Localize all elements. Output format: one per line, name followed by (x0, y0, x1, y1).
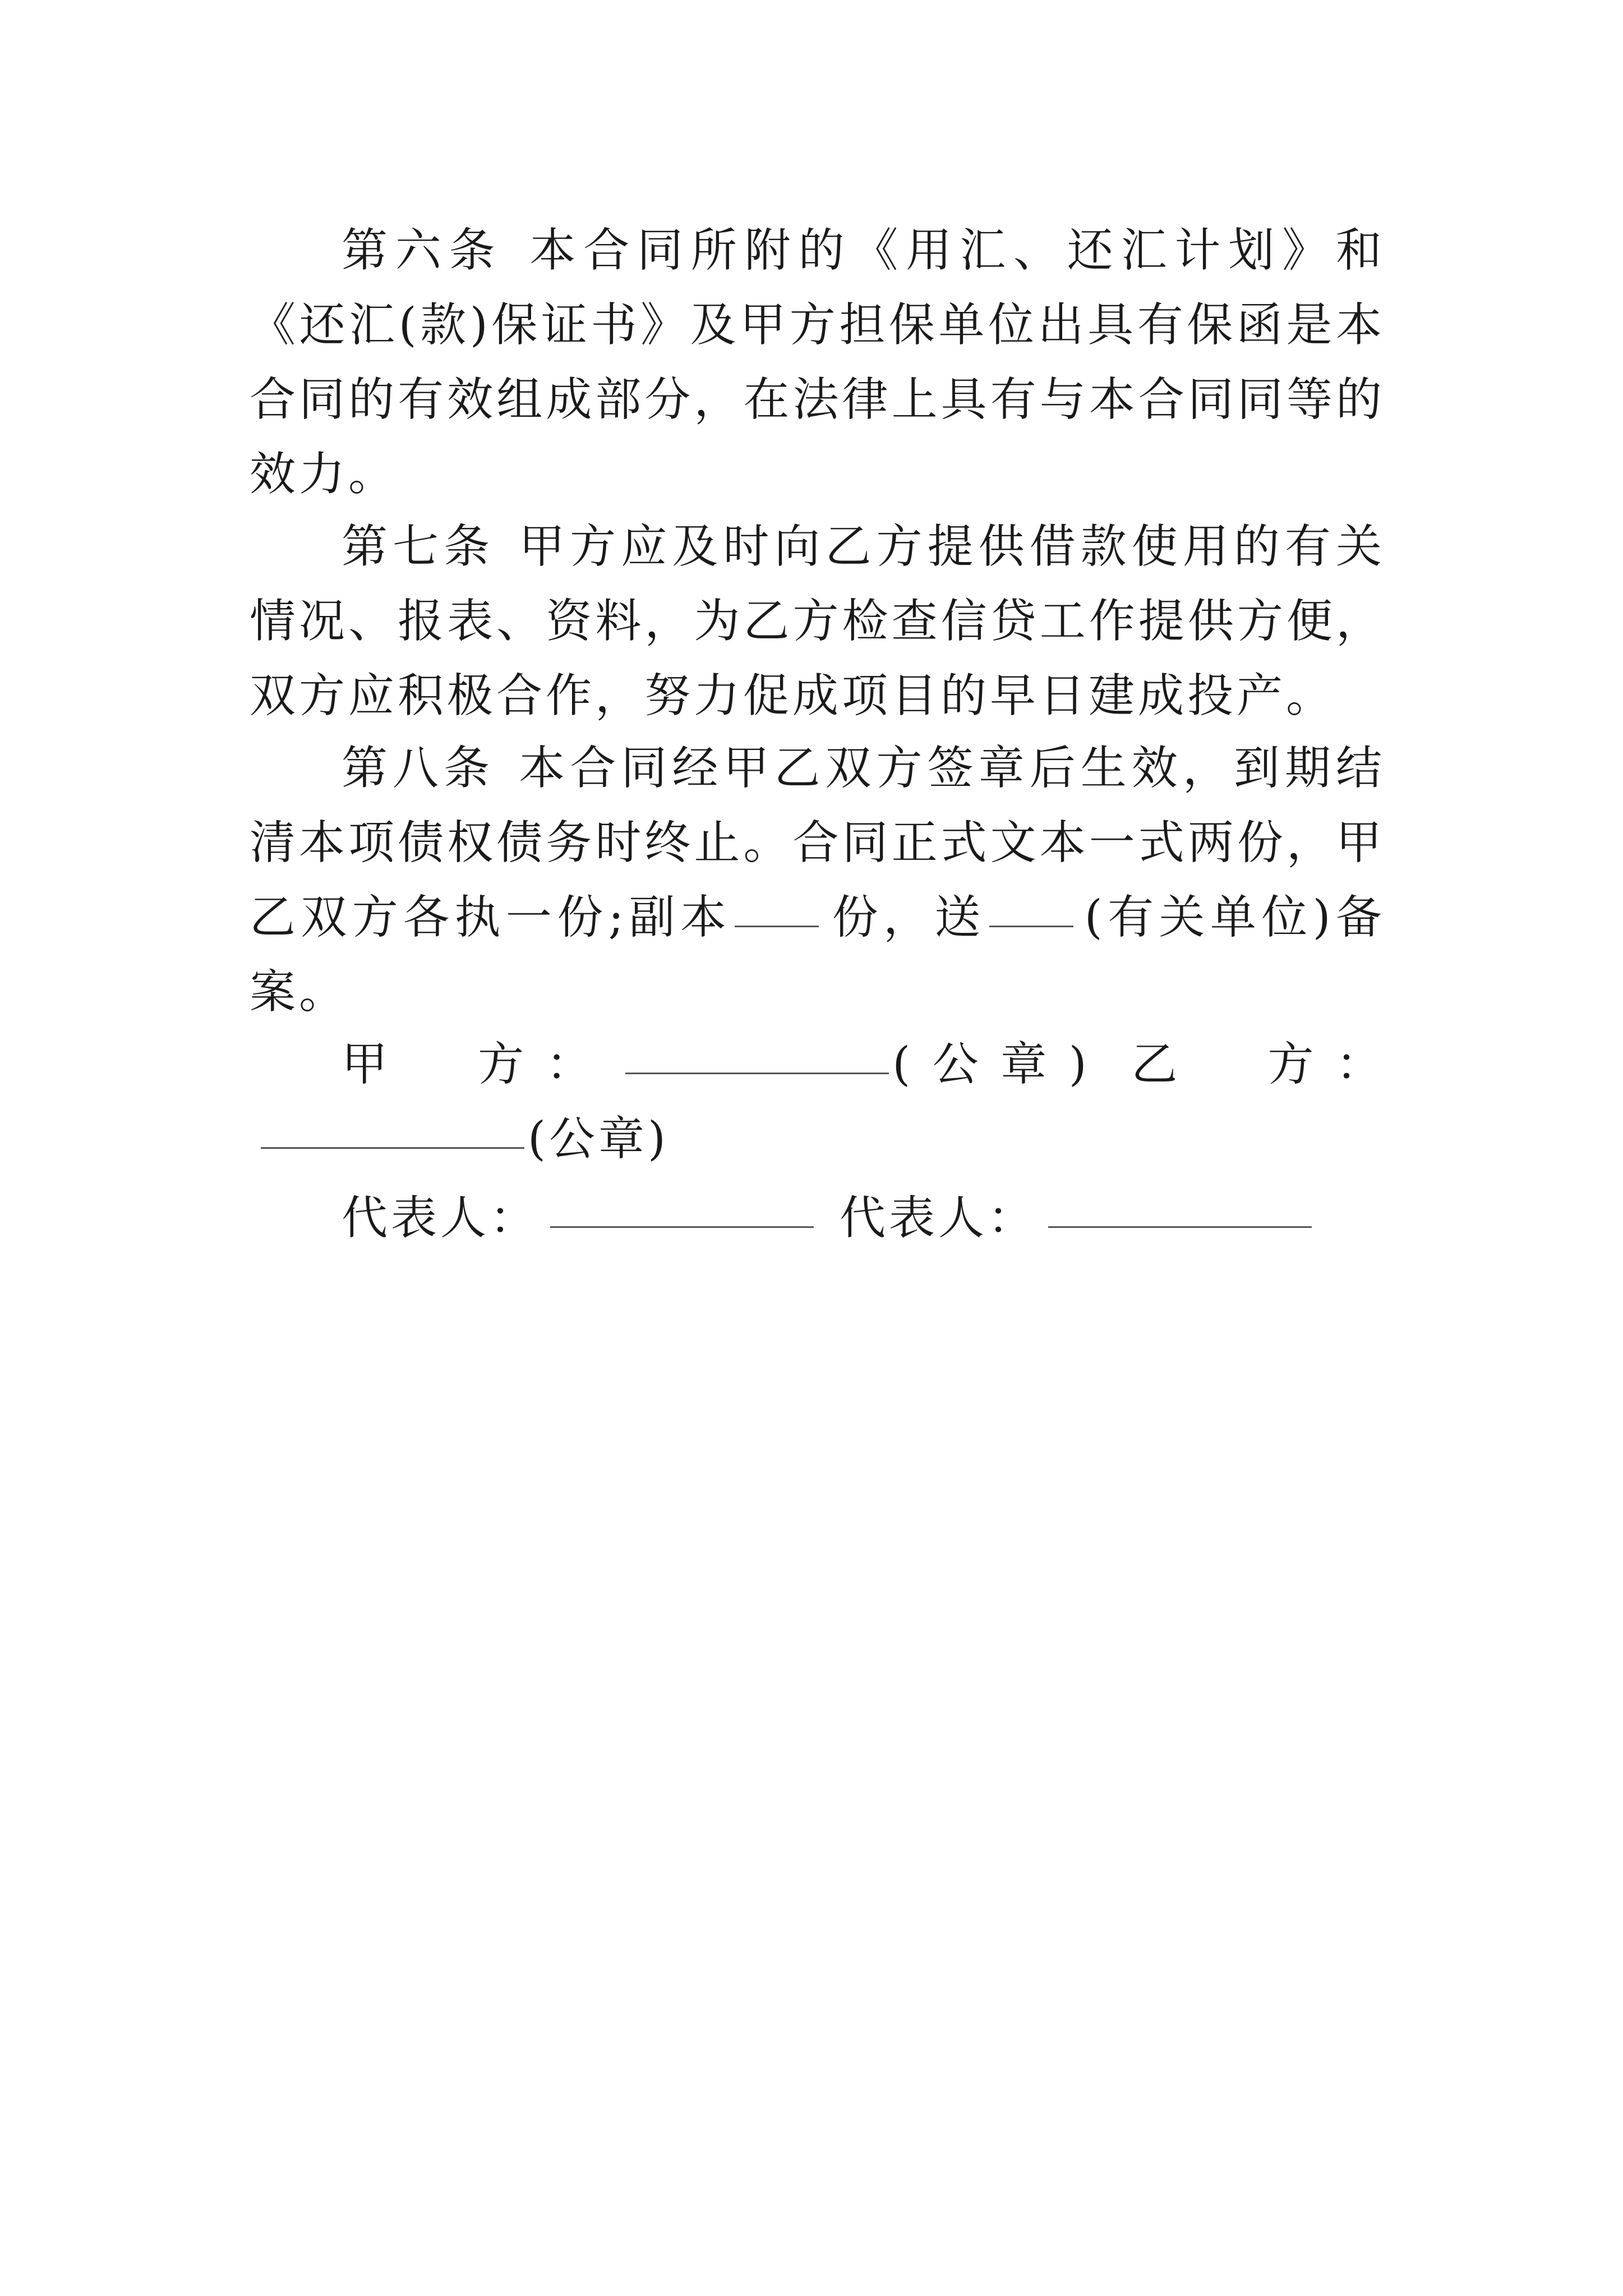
article-6-heading: 第六条 (342, 224, 503, 277)
article-7-heading: 第七条 (342, 520, 495, 573)
rep-b-label: 代表人： (840, 1191, 1038, 1245)
article-8-text: 本合同经甲乙双方签章后生效，到期结清本项债权债务时终止。合同正式文本一式两份，甲乙双方各执一份;副本 (250, 742, 1385, 944)
article-8-copies-unit: 份，送 (830, 891, 986, 944)
article-8-heading: 第八条 (342, 742, 495, 795)
article-7-text: 甲方应及时向乙方提供借款使用的有关情况、报表、资料，为乙方检查信贷工作提供方便，双方应积极合作，努力促成项目的早日建成投产。 (250, 520, 1385, 723)
article-6 (250, 213, 1385, 512)
party-a-seal: (公章) (892, 1038, 1090, 1091)
party-b-label: 乙 方： (1112, 1038, 1385, 1091)
party-b-seal: (公章) (528, 1112, 669, 1166)
article-7 (250, 509, 1385, 733)
article-8 (250, 731, 1385, 1029)
rep-a-blank[interactable] (550, 1226, 814, 1228)
party-a-blank[interactable] (625, 1072, 889, 1074)
party-a-label: 甲 方： (342, 1038, 615, 1091)
rep-a-label: 代表人： (342, 1191, 540, 1245)
rep-b-blank[interactable] (1048, 1226, 1312, 1228)
article-6-text: 本合同所附的《用汇、还汇计划》和《还汇(款)保证书》及甲方担保单位出具有保函是本合同的有效组成部分，在法律上具有与本合同同等的效力。 (250, 224, 1385, 501)
party-signature-line (250, 1027, 1385, 1176)
representative-signature-line (250, 1181, 1385, 1255)
party-b-blank[interactable] (261, 1147, 524, 1149)
article-8-filing-tail: (有关单位)备案。 (250, 891, 1385, 1019)
filing-recipient-blank[interactable] (989, 925, 1073, 927)
copies-count-blank[interactable] (735, 925, 819, 927)
document-body (250, 213, 1385, 1255)
